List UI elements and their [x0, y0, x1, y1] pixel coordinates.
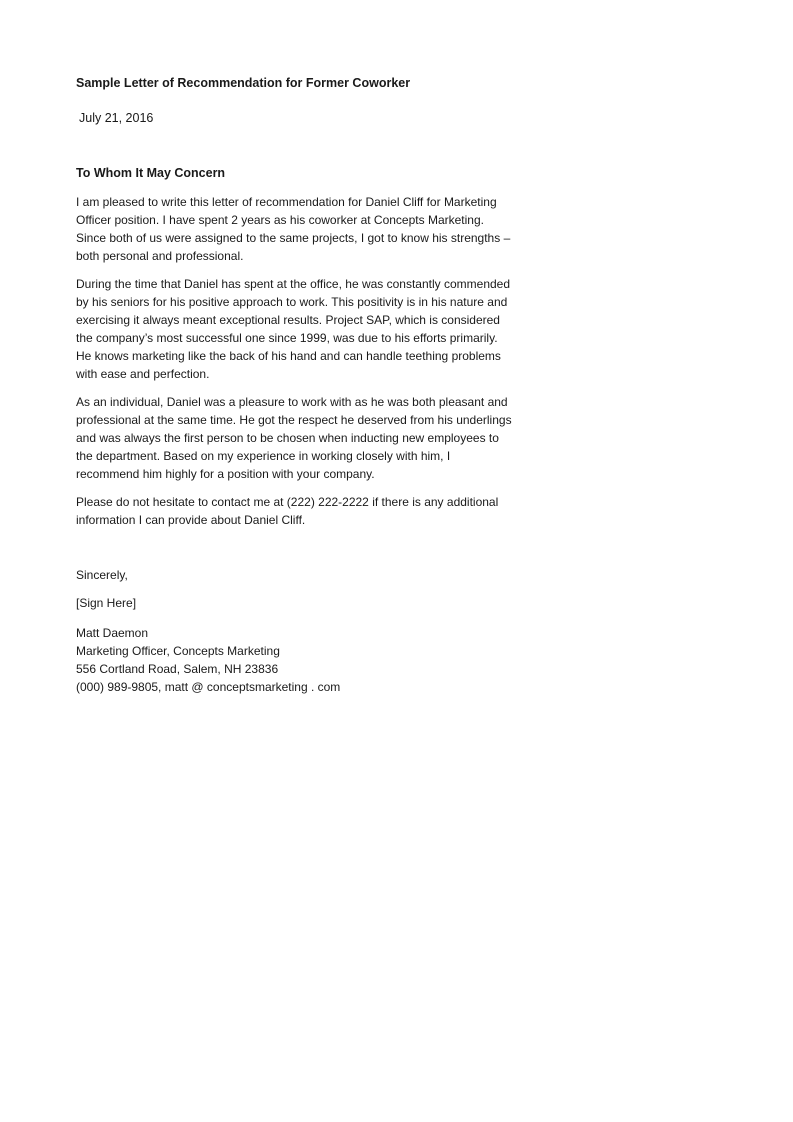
paragraph-line: the department. Based on my experience in working closely with him, I: [76, 449, 451, 463]
paragraph-performance: [76, 275, 556, 383]
signer-address: 556 Cortland Road, Salem, NH 23836: [76, 662, 279, 676]
paragraph-line: recommend him highly for a position with your company.: [76, 467, 375, 481]
paragraph-line: As an individual, Daniel was a pleasure to work with as he was both pleasant and: [76, 395, 508, 409]
document-title: Sample Letter of Recommendation for Former Coworker: [76, 76, 411, 90]
paragraph-contact: [76, 493, 556, 529]
paragraph-line: Since both of us were assigned to the same projects, I got to know his strengths –: [76, 231, 511, 245]
paragraph-line: I am pleased to write this letter of recommendation for Daniel Cliff for Marketing: [76, 195, 497, 209]
salutation: To Whom It May Concern: [76, 166, 226, 180]
paragraph-character: [76, 393, 556, 483]
paragraph-line: the company’s most successful one since 1999, was due to his efforts primarily.: [76, 331, 498, 345]
paragraph-line: He knows marketing like the back of his hand and can handle teething problems: [76, 349, 501, 363]
paragraph-line: Please do not hesitate to contact me at (222) 222-2222 if there is any additional: [76, 495, 499, 509]
paragraph-line: by his seniors for his positive approach to work. This positivity is in his nature and: [76, 295, 508, 309]
paragraph-line: During the time that Daniel has spent at the office, he was constantly commended: [76, 277, 511, 291]
signer-name: Matt Daemon: [76, 626, 149, 640]
sign-placeholder: [Sign Here]: [76, 596, 137, 610]
paragraph-line: and was always the first person to be chosen when inducting new employees to: [76, 431, 499, 445]
paragraph-line: both personal and professional.: [76, 249, 244, 263]
signer-contact: (000) 989-9805, matt @ conceptsmarketing . com: [76, 680, 341, 694]
signature-block: [76, 624, 556, 696]
paragraph-introduction: [76, 193, 556, 265]
signer-position: Marketing Officer, Concepts Marketing: [76, 644, 280, 658]
paragraph-line: exercising it always meant exceptional results. Project SAP, which is considered: [76, 313, 500, 327]
paragraph-line: Officer position. I have spent 2 years as his coworker at Concepts Marketing.: [76, 213, 484, 227]
paragraph-line: professional at the same time. He got the respect he deserved from his underlings: [76, 413, 512, 427]
closing: Sincerely,: [76, 568, 128, 582]
paragraph-line: with ease and perfection.: [76, 367, 210, 381]
letter-date: July 21, 2016: [79, 111, 154, 125]
paragraph-line: information I can provide about Daniel Cliff.: [76, 513, 306, 527]
